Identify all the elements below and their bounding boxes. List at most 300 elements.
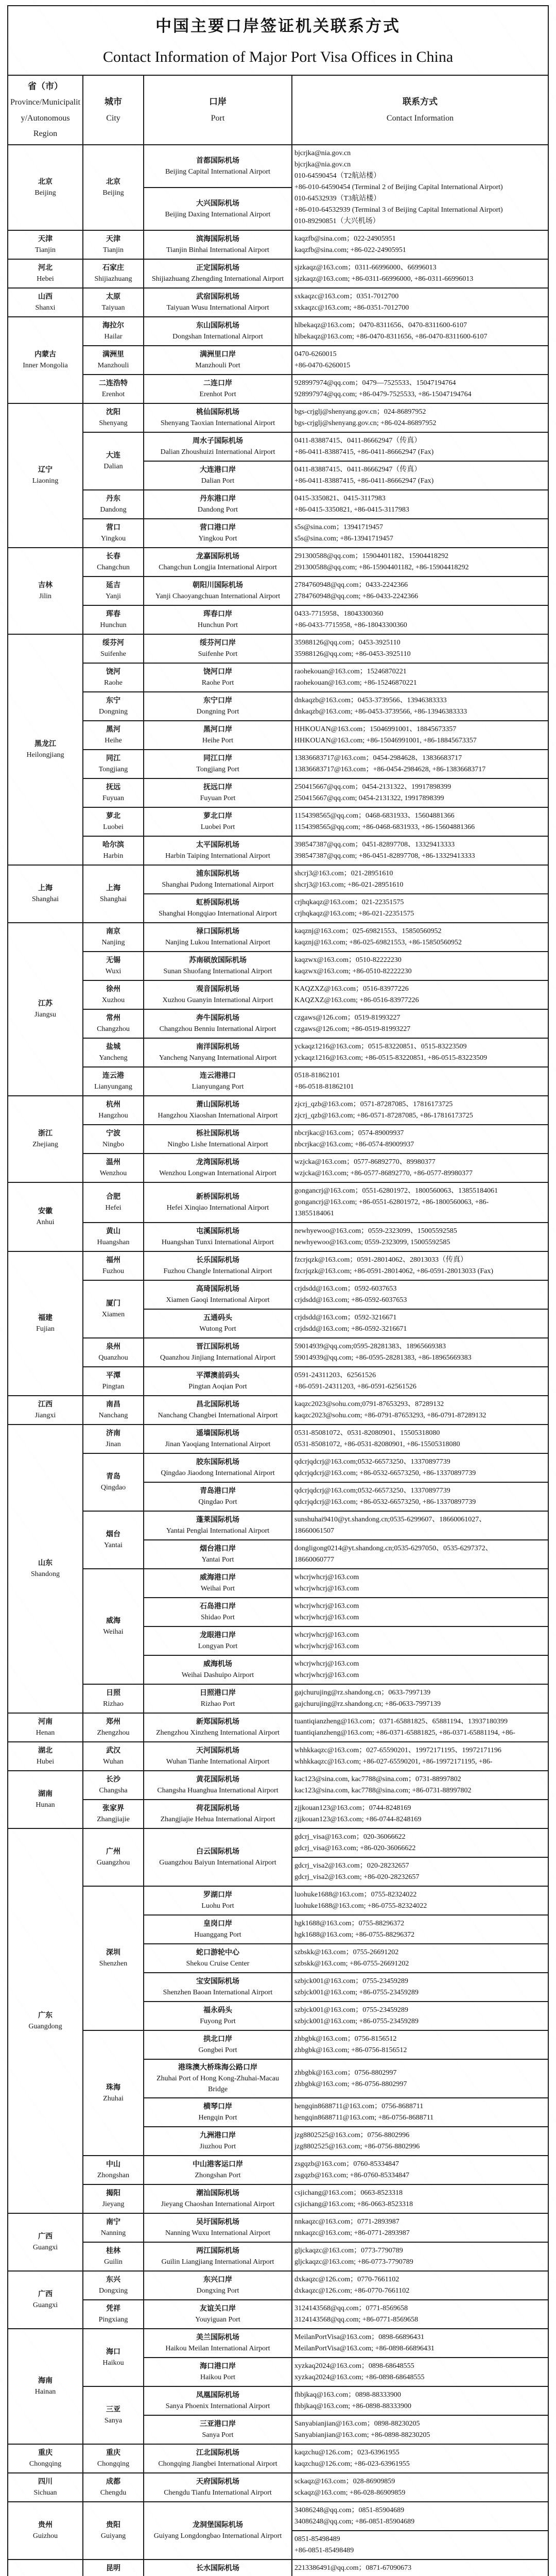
port-cell-en: Xiamen Gaoqi International Airport xyxy=(166,1296,270,1304)
province-cell xyxy=(8,2502,83,2560)
contact-line: raohekouan@163.com；15246870221 xyxy=(294,668,407,676)
port-cell-zh: 长水国际机场 xyxy=(196,2564,239,2573)
city-cell xyxy=(83,692,144,721)
contact-cell xyxy=(292,403,548,432)
city-cell-en: Lianyungang xyxy=(94,1083,132,1091)
contact-line: shcrj3@163.com; +86-021-28951610 xyxy=(294,881,404,889)
table-row xyxy=(8,2242,548,2271)
province-cell-zh: 吉林 xyxy=(38,581,53,590)
contact-line: tuantiqianzheng@163.com；0371-65881825、65881194、13937180399 xyxy=(294,1718,508,1726)
port-cell xyxy=(144,865,292,894)
port-cell xyxy=(144,2386,292,2415)
contact-line: hengqin8688711@163.com; +86-0756-8688711 xyxy=(294,2114,434,2122)
port-cell xyxy=(144,692,292,721)
contact-cell xyxy=(292,836,548,865)
port-cell-zh: 荷花国际机场 xyxy=(196,1804,239,1813)
city-cell xyxy=(83,1223,144,1251)
city-cell-zh: 饶河 xyxy=(106,668,120,676)
port-cell-en: Dandong Port xyxy=(197,506,238,514)
province-cell-zh: 上海 xyxy=(38,884,53,893)
contact-line: whhkkaqzc@163.com; +86-027-65590201, +86-19972171195, +86- xyxy=(294,1758,493,1766)
contact-cell xyxy=(292,1038,548,1067)
city-cell-zh: 三亚 xyxy=(106,2405,120,2414)
contact-line: 34086248@qq.com; +86-0851-85904689 xyxy=(294,2518,415,2526)
port-cell-en: Xuzhou Guanyin International Airport xyxy=(162,996,273,1005)
port-cell-zh: 胶东国际机场 xyxy=(196,1458,239,1467)
city-cell-en: Ningbo xyxy=(102,1141,124,1149)
contact-line: csjichang@163.com；0663-8523318 xyxy=(294,2189,403,2197)
contact-line: tuantiqianzheng@163.com; +86-0371-65881825, +86-0371-65881194, +86- xyxy=(294,1729,515,1737)
contact-line: newhyewoo@163.com; 0559-2323099, 15005592585 xyxy=(294,1239,450,1247)
contact-cell xyxy=(292,1569,548,1598)
contact-line: zjcrj_qzb@163.com；0571-87287085、17816173725 xyxy=(294,1100,453,1109)
city-cell-en: Tongjiang xyxy=(98,766,128,774)
city-cell-en: Yanji xyxy=(106,592,121,601)
city-cell-en: Wenzhou xyxy=(99,1170,127,1178)
page-title-en: Contact Information of Major Port Visa Offices in China xyxy=(102,48,454,65)
contact-line: zhbgbk@163.com; +86-0756-8802997 xyxy=(294,2080,407,2088)
contact-line: 250415667@qq.com; 0454-2131322, 19917898399 xyxy=(294,794,444,803)
city-cell-en: Tianjin xyxy=(103,246,124,255)
port-cell xyxy=(144,980,292,1009)
port-cell-en: Manzhouli Port xyxy=(195,362,240,370)
province-cell-zh: 山东 xyxy=(38,1559,53,1568)
port-cell xyxy=(144,2444,292,2473)
contact-cell xyxy=(292,2300,548,2329)
port-cell-en: Lianyungang Port xyxy=(192,1083,244,1091)
port-cell xyxy=(144,778,292,807)
port-cell-en: Beijing Daxing International Airport xyxy=(165,210,271,218)
contact-line: wzjcka@163.com; +86-0577-86892770, +86-0577-89980377 xyxy=(294,1170,473,1178)
province-cell-en: Shanxi xyxy=(35,304,56,312)
port-cell-zh: 美兰国际机场 xyxy=(196,2333,239,2342)
contact-line: +86-0433-7715958, +86-18043300360 xyxy=(294,621,407,630)
contact-line: 1154398565@qq.com; +86-0468-6831933, +86-15604881366 xyxy=(294,823,475,832)
city-cell xyxy=(83,2156,144,2184)
province-cell xyxy=(8,2329,83,2444)
contact-line: 0531-85081072, +86-0531-82080901, +86-15505318080 xyxy=(294,1440,460,1449)
city-cell-zh: 平潭 xyxy=(106,1371,120,1380)
col-header-province-zh: 省（市） xyxy=(28,81,63,92)
province-cell xyxy=(8,1713,83,1742)
city-cell-zh: 昆明 xyxy=(106,2564,120,2573)
port-cell-en: Shanghai Hongqiao International Airport xyxy=(159,910,277,918)
contact-line: 0531-85081072、0531-82080901、15505318080 xyxy=(294,1429,440,1437)
table-row xyxy=(8,548,548,577)
province-cell-en: Guangxi xyxy=(32,2244,58,2252)
contact-cell xyxy=(292,952,548,980)
port-cell-zh: 罗湖口岸 xyxy=(203,1891,232,1900)
port-cell xyxy=(144,1338,292,1367)
city-cell-en: Pingtan xyxy=(102,1383,125,1391)
province-cell-zh: 内蒙古 xyxy=(34,350,56,359)
city-cell xyxy=(83,1009,144,1038)
table-row xyxy=(8,1096,548,1125)
contact-cell xyxy=(292,1540,548,1569)
contact-cell xyxy=(292,1742,548,1771)
port-cell-zh: 满洲里口岸 xyxy=(200,350,236,359)
port-cell xyxy=(144,1396,292,1425)
contact-line: whcrjwhcrj@163.com xyxy=(294,1614,359,1622)
contact-cell xyxy=(292,2271,548,2300)
city-cell-en: Beijing xyxy=(102,189,124,197)
contact-line: kaqzchu@126.com；023-63961955 xyxy=(294,2449,399,2457)
city-cell xyxy=(83,2386,144,2444)
contact-cell xyxy=(292,2531,548,2560)
port-cell-en: Chongqing Jiangbei International Airport xyxy=(158,2460,277,2468)
port-cell-en: Suifenhe Port xyxy=(198,650,238,658)
contact-line: gdcrj_visa2@163.com；020-28232657 xyxy=(294,1862,409,1870)
province-cell-en: Guizhou xyxy=(32,2532,58,2540)
port-cell-en: Rizhao Port xyxy=(200,1700,235,1708)
contact-line: 18660061507 xyxy=(294,1527,334,1535)
port-cell-zh: 黄花国际机场 xyxy=(196,1775,239,1784)
port-cell-zh: 高琦国际机场 xyxy=(196,1285,239,1294)
port-cell-en: Tianjin Binhai International Airport xyxy=(166,246,269,255)
contact-cell xyxy=(292,1828,548,1857)
port-cell-en: Sanya Phoenix International Airport xyxy=(165,2402,270,2411)
port-cell-zh: 天府国际机场 xyxy=(196,2478,239,2486)
port-cell-zh: 龙湾国际机场 xyxy=(196,1158,239,1167)
col-header-port-zh: 口岸 xyxy=(209,97,227,108)
port-cell xyxy=(144,1453,292,1482)
port-cell-zh: 周水子国际机场 xyxy=(193,437,243,446)
city-cell xyxy=(83,1125,144,1154)
port-cell xyxy=(144,1482,292,1511)
city-cell-zh: 长春 xyxy=(106,552,120,561)
contact-line: 398547387@qq.com；0451-82897708、13329413333 xyxy=(294,841,455,849)
port-cell xyxy=(144,490,292,519)
contact-cell xyxy=(292,2560,548,2576)
port-cell-zh: 港珠澳大桥珠海公路口岸 xyxy=(178,2063,257,2072)
port-cell-en: Haikou Meilan International Airport xyxy=(165,2345,270,2353)
city-cell-zh: 延吉 xyxy=(106,581,120,590)
city-cell-zh: 大连 xyxy=(106,451,120,460)
contact-cell xyxy=(292,1453,548,1482)
contact-line: 398547387@qq.com; +86-0451-82897708, +86-13329413333 xyxy=(294,852,475,860)
table-row xyxy=(8,1367,548,1396)
contact-cell xyxy=(292,2502,548,2531)
city-cell xyxy=(83,605,144,634)
city-cell xyxy=(83,1425,144,1453)
contact-line: 59014939@qq.com;0595-28281383、18965669383 xyxy=(294,1343,446,1351)
province-cell-en: Jiangsu xyxy=(34,1011,56,1019)
city-cell-zh: 凭祥 xyxy=(106,2304,120,2313)
city-cell-en: Fuyuan xyxy=(102,794,124,803)
port-cell-zh: 连云港港口 xyxy=(200,1072,236,1080)
contact-cell xyxy=(292,980,548,1009)
port-cell-en: Hunchun Port xyxy=(197,621,238,630)
city-cell-zh: 常州 xyxy=(106,1014,120,1023)
port-cell-zh: 栎社国际机场 xyxy=(196,1129,239,1138)
port-cell-zh: 横琴口岸 xyxy=(203,2103,232,2111)
port-cell-en: Wutong Port xyxy=(199,1325,236,1333)
port-cell xyxy=(144,1251,292,1280)
port-cell xyxy=(144,2329,292,2358)
port-cell-zh: 营口港口岸 xyxy=(200,523,236,532)
contact-line: zsgqzb@163.com; +86-0760-85334847 xyxy=(294,2172,409,2180)
contact-line: 0411-83887415、0411-86662947（传真） xyxy=(294,466,422,474)
port-cell-en: Shanghai Pudong International Airport xyxy=(162,881,274,889)
province-cell xyxy=(8,1251,83,1396)
col-header-province-en: Province/Municipality/Autonomous Region xyxy=(10,98,80,139)
contact-cell xyxy=(292,2213,548,2242)
contact-line: bjcrjka@nia.gov.cn xyxy=(294,161,351,169)
port-cell-en: Qingdao Jiaodong International Airport xyxy=(161,1469,275,1478)
contact-line: fzcrjqzk@163.com；0591-28014062、28013033（传真） xyxy=(294,1256,468,1264)
contact-line: crjhqkaqz@163.com; +86-021-22351575 xyxy=(294,910,414,918)
city-cell-zh: 北京 xyxy=(106,178,120,187)
port-cell-zh: 蛇口游轮中心 xyxy=(196,1948,239,1957)
contact-line: jzg8802525@163.com；0756-8802996 xyxy=(294,2131,410,2140)
col-header-province xyxy=(8,75,83,145)
contact-cell xyxy=(292,923,548,952)
port-cell xyxy=(144,894,292,923)
contact-line: hengqin8688711@163.com；0756-8688711 xyxy=(294,2103,424,2111)
province-cell-en: Hebei xyxy=(37,275,54,283)
table-row xyxy=(8,519,548,548)
contact-cell xyxy=(292,2030,548,2059)
contact-cell xyxy=(292,1096,548,1125)
contact-line: czgaws@126.com; +86-0519-81993227 xyxy=(294,1025,411,1033)
contact-line: HHKOUAN@163.com；15046991001、18845673357 xyxy=(294,725,457,734)
contact-cell xyxy=(292,894,548,923)
port-cell-zh: 萝北口岸 xyxy=(203,812,232,821)
contact-cell xyxy=(292,663,548,692)
province-cell-zh: 天津 xyxy=(38,235,53,244)
table-row xyxy=(8,1511,548,1540)
contact-line: qdcrjqdcrj@163.com; +86-0532-66573250, +86-13370897739 xyxy=(294,1469,476,1478)
port-cell-zh: 平潭澳前码头 xyxy=(196,1371,239,1380)
contact-cell xyxy=(292,1309,548,1338)
province-cell-zh: 湖南 xyxy=(38,1790,53,1799)
port-cell-en: Yingkou Port xyxy=(198,535,237,543)
port-cell xyxy=(144,188,292,230)
table-row xyxy=(8,1154,548,1182)
table-row xyxy=(8,721,548,750)
port-cell-zh: 江北国际机场 xyxy=(196,2449,239,2458)
port-cell-en: Changzhou Benniu International Airport xyxy=(159,1025,276,1033)
contact-line: yckaqz1216@163.com；0515-83220851、0515-83223509 xyxy=(294,1043,467,1051)
province-cell-en: Shandong xyxy=(31,1570,60,1579)
contact-line: wzjcka@163.com；0577-86892770、89980377 xyxy=(294,1158,436,1166)
port-cell xyxy=(144,1038,292,1067)
contact-line: zjjkouan123@163.com；0744-8248169 xyxy=(294,1804,411,1812)
contact-line: szbjck001@163.com; +86-0755-23459289 xyxy=(294,2018,419,2026)
table-row xyxy=(8,807,548,836)
province-cell-en: Tianjin xyxy=(35,246,56,255)
contact-cell xyxy=(292,634,548,663)
port-cell-zh: 两江国际机场 xyxy=(196,2247,239,2256)
contact-cell xyxy=(292,2358,548,2386)
contact-cell xyxy=(292,1886,548,1915)
city-cell-zh: 珠海 xyxy=(106,2083,120,2092)
port-cell-zh: 吴圩国际机场 xyxy=(196,2218,239,2227)
city-cell-en: Yancheng xyxy=(99,1054,128,1062)
contact-cell xyxy=(292,1182,548,1223)
table-row xyxy=(8,145,548,188)
city-cell xyxy=(83,2213,144,2242)
port-cell-zh: 苏南硕放国际机场 xyxy=(189,956,247,965)
contact-cell xyxy=(292,2184,548,2213)
port-cell-zh: 龙洞堡国际机场 xyxy=(193,2521,243,2530)
city-cell-zh: 徐州 xyxy=(106,985,120,994)
contact-line: 0518-81862101 xyxy=(294,1072,340,1080)
city-cell-en: Taiyuan xyxy=(101,304,125,312)
city-cell xyxy=(83,288,144,317)
contact-cell xyxy=(292,519,548,548)
contact-line: 59014939@qq.com; +86-0595-28281383, +86-18965669383 xyxy=(294,1354,472,1362)
province-cell xyxy=(8,403,83,548)
port-cell-zh: 屯溪国际机场 xyxy=(196,1227,239,1236)
contact-cell xyxy=(292,1154,548,1182)
port-cell-en: Fuzhou Changle International Airport xyxy=(163,1267,272,1276)
contact-cell xyxy=(292,1684,548,1713)
contact-cell xyxy=(292,692,548,721)
port-cell-en: Changsha Huanghua International Airport xyxy=(157,1787,279,1795)
contact-line: hlbekaqz@163.com；0470-8311656、0470-8311600-6107 xyxy=(294,321,467,330)
contact-line: zhbgbk@163.com; +86-0756-8156512 xyxy=(294,2046,407,2055)
contact-line: 291300588@qq.com；15904401182、15904418292 xyxy=(294,552,448,561)
contact-line: dnkaqzb@163.com；0453-3739566、13946383333 xyxy=(294,697,447,705)
port-cell-en: Shenzhen Baoan International Airport xyxy=(163,1989,273,1997)
contact-line: 35988126@qq.com；0453-3925110 xyxy=(294,639,401,647)
city-cell xyxy=(83,1742,144,1771)
port-cell-en: Sunan Shuofang International Airport xyxy=(163,968,272,976)
province-cell-en: Chongqing xyxy=(29,2460,62,2468)
port-cell-zh: 海口港口岸 xyxy=(200,2362,236,2371)
city-cell-zh: 萝北 xyxy=(106,812,120,821)
city-cell-en: Guangzhou xyxy=(96,1859,130,1867)
city-cell-en: Erenhot xyxy=(101,391,125,399)
city-cell-en: Sanya xyxy=(104,2417,123,2425)
city-cell xyxy=(83,952,144,980)
province-cell xyxy=(8,1742,83,1771)
province-cell-zh: 北京 xyxy=(38,178,53,187)
contact-cell xyxy=(292,865,548,894)
contact-line: szbskk@163.com; +86-0755-26691202 xyxy=(294,1960,409,1968)
city-cell-en: Changzhou xyxy=(97,1025,130,1033)
contact-cell xyxy=(292,2002,548,2030)
contact-cell xyxy=(292,2415,548,2444)
contact-cell xyxy=(292,2473,548,2502)
contact-line: kaqzwx@163.com; +86-0510-82222230 xyxy=(294,968,412,976)
port-cell xyxy=(144,1915,292,1944)
table-row xyxy=(8,1338,548,1367)
contact-line: 18660060777 xyxy=(294,1556,334,1564)
port-cell-en: Dongshan International Airport xyxy=(172,333,263,341)
port-cell-zh: 大连港口岸 xyxy=(200,466,236,474)
port-cell-zh: 友谊关口岸 xyxy=(200,2304,236,2313)
contact-line: +86-0415-3350821, +86-0415-3117983 xyxy=(294,506,409,514)
contact-cell xyxy=(292,548,548,577)
province-cell-zh: 河南 xyxy=(38,1718,53,1726)
city-cell-zh: 二连浩特 xyxy=(99,379,128,388)
port-cell xyxy=(144,145,292,188)
city-cell xyxy=(83,1096,144,1125)
city-cell-en: Qingdao xyxy=(100,1484,126,1492)
city-cell-en: Harbin xyxy=(103,852,124,860)
city-cell-zh: 中山 xyxy=(106,2160,120,2169)
city-cell-en: Shanghai xyxy=(99,895,127,904)
contact-line: gljckaqzc@163.com; +86-0773-7790789 xyxy=(294,2258,413,2266)
port-cell-en: Hefei Xinqiao International Airport xyxy=(166,1204,269,1212)
table-row xyxy=(8,663,548,692)
contact-line: 2784760948@qq.com; +86-0433-2242366 xyxy=(294,592,419,601)
contact-line: crjdsdd@163.com; +86-0592-6037653 xyxy=(294,1296,407,1304)
city-cell-zh: 广州 xyxy=(106,1848,120,1856)
contact-line: HHKOUAN@163.com; +86-15046991001, +86-18845673357 xyxy=(294,737,477,745)
port-cell xyxy=(144,634,292,663)
province-cell xyxy=(8,2560,83,2576)
contact-line: bjcrjka@nia.gov.cn xyxy=(294,149,351,158)
city-cell-zh: 深圳 xyxy=(106,1948,120,1957)
port-cell-en: Jieyang Chaoshan International Airport xyxy=(161,2200,275,2209)
contact-cell xyxy=(292,2444,548,2473)
city-cell-zh: 东宁 xyxy=(106,697,120,705)
port-cell-en: Chengdu Tianfu International Airport xyxy=(164,2489,272,2497)
contact-cell xyxy=(292,1973,548,2002)
contact-line: whcrjwhcrj@163.com xyxy=(294,1602,359,1611)
contact-line: whcrjwhcrj@163.com xyxy=(294,1585,359,1593)
contact-line: 010-89290851（大兴机场） xyxy=(294,217,380,226)
province-cell xyxy=(8,145,83,230)
port-cell-zh: 大兴国际机场 xyxy=(196,199,239,208)
port-cell-en: Dongning Port xyxy=(196,708,239,716)
contact-line: kaqzchu@126.com; +86-023-63961955 xyxy=(294,2460,410,2468)
city-cell-zh: 绥芬河 xyxy=(102,639,124,648)
table-row xyxy=(8,1038,548,1067)
port-cell-en: Sanya Port xyxy=(202,2431,234,2439)
port-cell xyxy=(144,2415,292,2444)
contact-line: 291300588@qq.com; +86-15904401182, +86-15904418292 xyxy=(294,564,469,572)
table-row xyxy=(8,2502,548,2531)
contact-line: 34086248@qq.com；0851-85904689 xyxy=(294,2506,405,2515)
table-row xyxy=(8,1569,548,1598)
city-cell-en: Haikou xyxy=(102,2359,124,2367)
contact-line: zjcrj_qzb@163.com; +86-0571-87287085, +86-17816173725 xyxy=(294,1112,473,1120)
port-cell-en: Weihai Port xyxy=(200,1585,235,1593)
port-cell xyxy=(144,461,292,490)
port-cell-en: Beijing Capital International Airport xyxy=(165,167,271,176)
contact-line: sckaqz@163.com；028-86909859 xyxy=(294,2478,395,2486)
city-cell-en xyxy=(85,2574,141,2576)
city-cell-zh: 合肥 xyxy=(106,1193,120,1201)
province-cell-en: Heilongjiang xyxy=(26,751,64,759)
table-row xyxy=(8,1828,548,1857)
port-cell-zh: 东宁口岸 xyxy=(203,697,232,705)
port-cell-en: Guiyang Longdongbao International Airport xyxy=(153,2532,282,2540)
city-cell-en: Zhongshan xyxy=(97,2172,130,2180)
col-header-port-en: Port xyxy=(211,113,225,123)
contact-cell xyxy=(292,1800,548,1828)
contact-line: szbjck001@163.com；0755-23459289 xyxy=(294,1977,408,1986)
port-cell xyxy=(144,577,292,605)
province-cell xyxy=(8,2271,83,2329)
city-cell-zh: 温州 xyxy=(106,1158,120,1167)
port-cell xyxy=(144,2502,292,2560)
contact-line: gdcrj_visa@163.com; +86-020-36066622 xyxy=(294,1844,416,1853)
port-cell xyxy=(144,836,292,865)
province-cell-en: Jiangxi xyxy=(34,1412,56,1420)
contact-cell xyxy=(292,778,548,807)
port-cell-zh: 石岛港口岸 xyxy=(200,1602,236,1611)
city-cell-zh: 青岛 xyxy=(106,1472,120,1481)
city-cell xyxy=(83,1713,144,1742)
contact-line: whcrjwhcrj@163.com xyxy=(294,1573,359,1582)
port-cell xyxy=(144,2098,292,2127)
port-cell xyxy=(144,1742,292,1771)
